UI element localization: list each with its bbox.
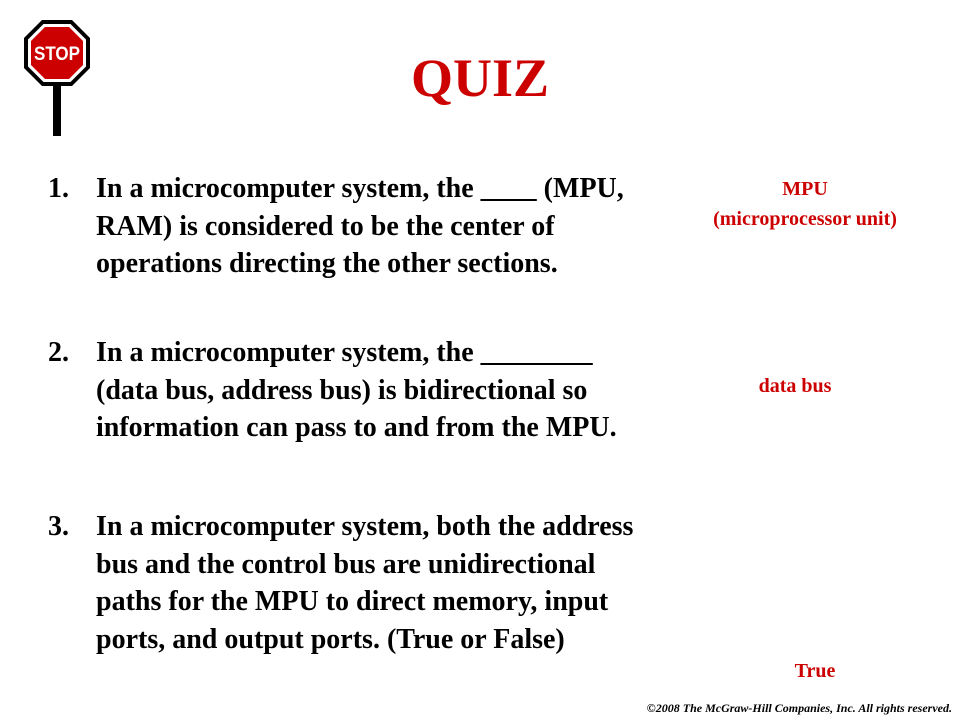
question-2 xyxy=(48,334,648,447)
answer-3: True xyxy=(794,660,836,682)
question-number: 3. xyxy=(48,511,69,542)
answer-1-line-2: (microprocessor unit) xyxy=(713,208,897,230)
answer-1-line-1: MPU xyxy=(782,178,828,200)
question-1 xyxy=(48,170,648,283)
answer-1 xyxy=(660,174,950,234)
page-title: QUIZ xyxy=(410,48,550,108)
question-text: In a microcomputer system, the ________ (data bus, address bus) is bidirectional so information can pass to and from the MPU. xyxy=(96,337,617,443)
question-text: In a microcomputer system, both the address bus and the control bus are unidirectional paths for the MPU to direct memory, input ports, and output ports. (True or False) xyxy=(96,511,634,655)
question-number: 1. xyxy=(48,173,69,204)
stop-sign-text: STOP xyxy=(34,44,81,65)
copyright-notice: ©2008 The McGraw-Hill Companies, Inc. All rights reserved. xyxy=(646,701,952,715)
question-3 xyxy=(48,508,648,658)
question-text: In a microcomputer system, the ____ (MPU, RAM) is considered to be the center of operations directing the other sections. xyxy=(96,173,624,279)
question-number: 2. xyxy=(48,337,69,368)
answer-2: data bus xyxy=(758,375,832,397)
